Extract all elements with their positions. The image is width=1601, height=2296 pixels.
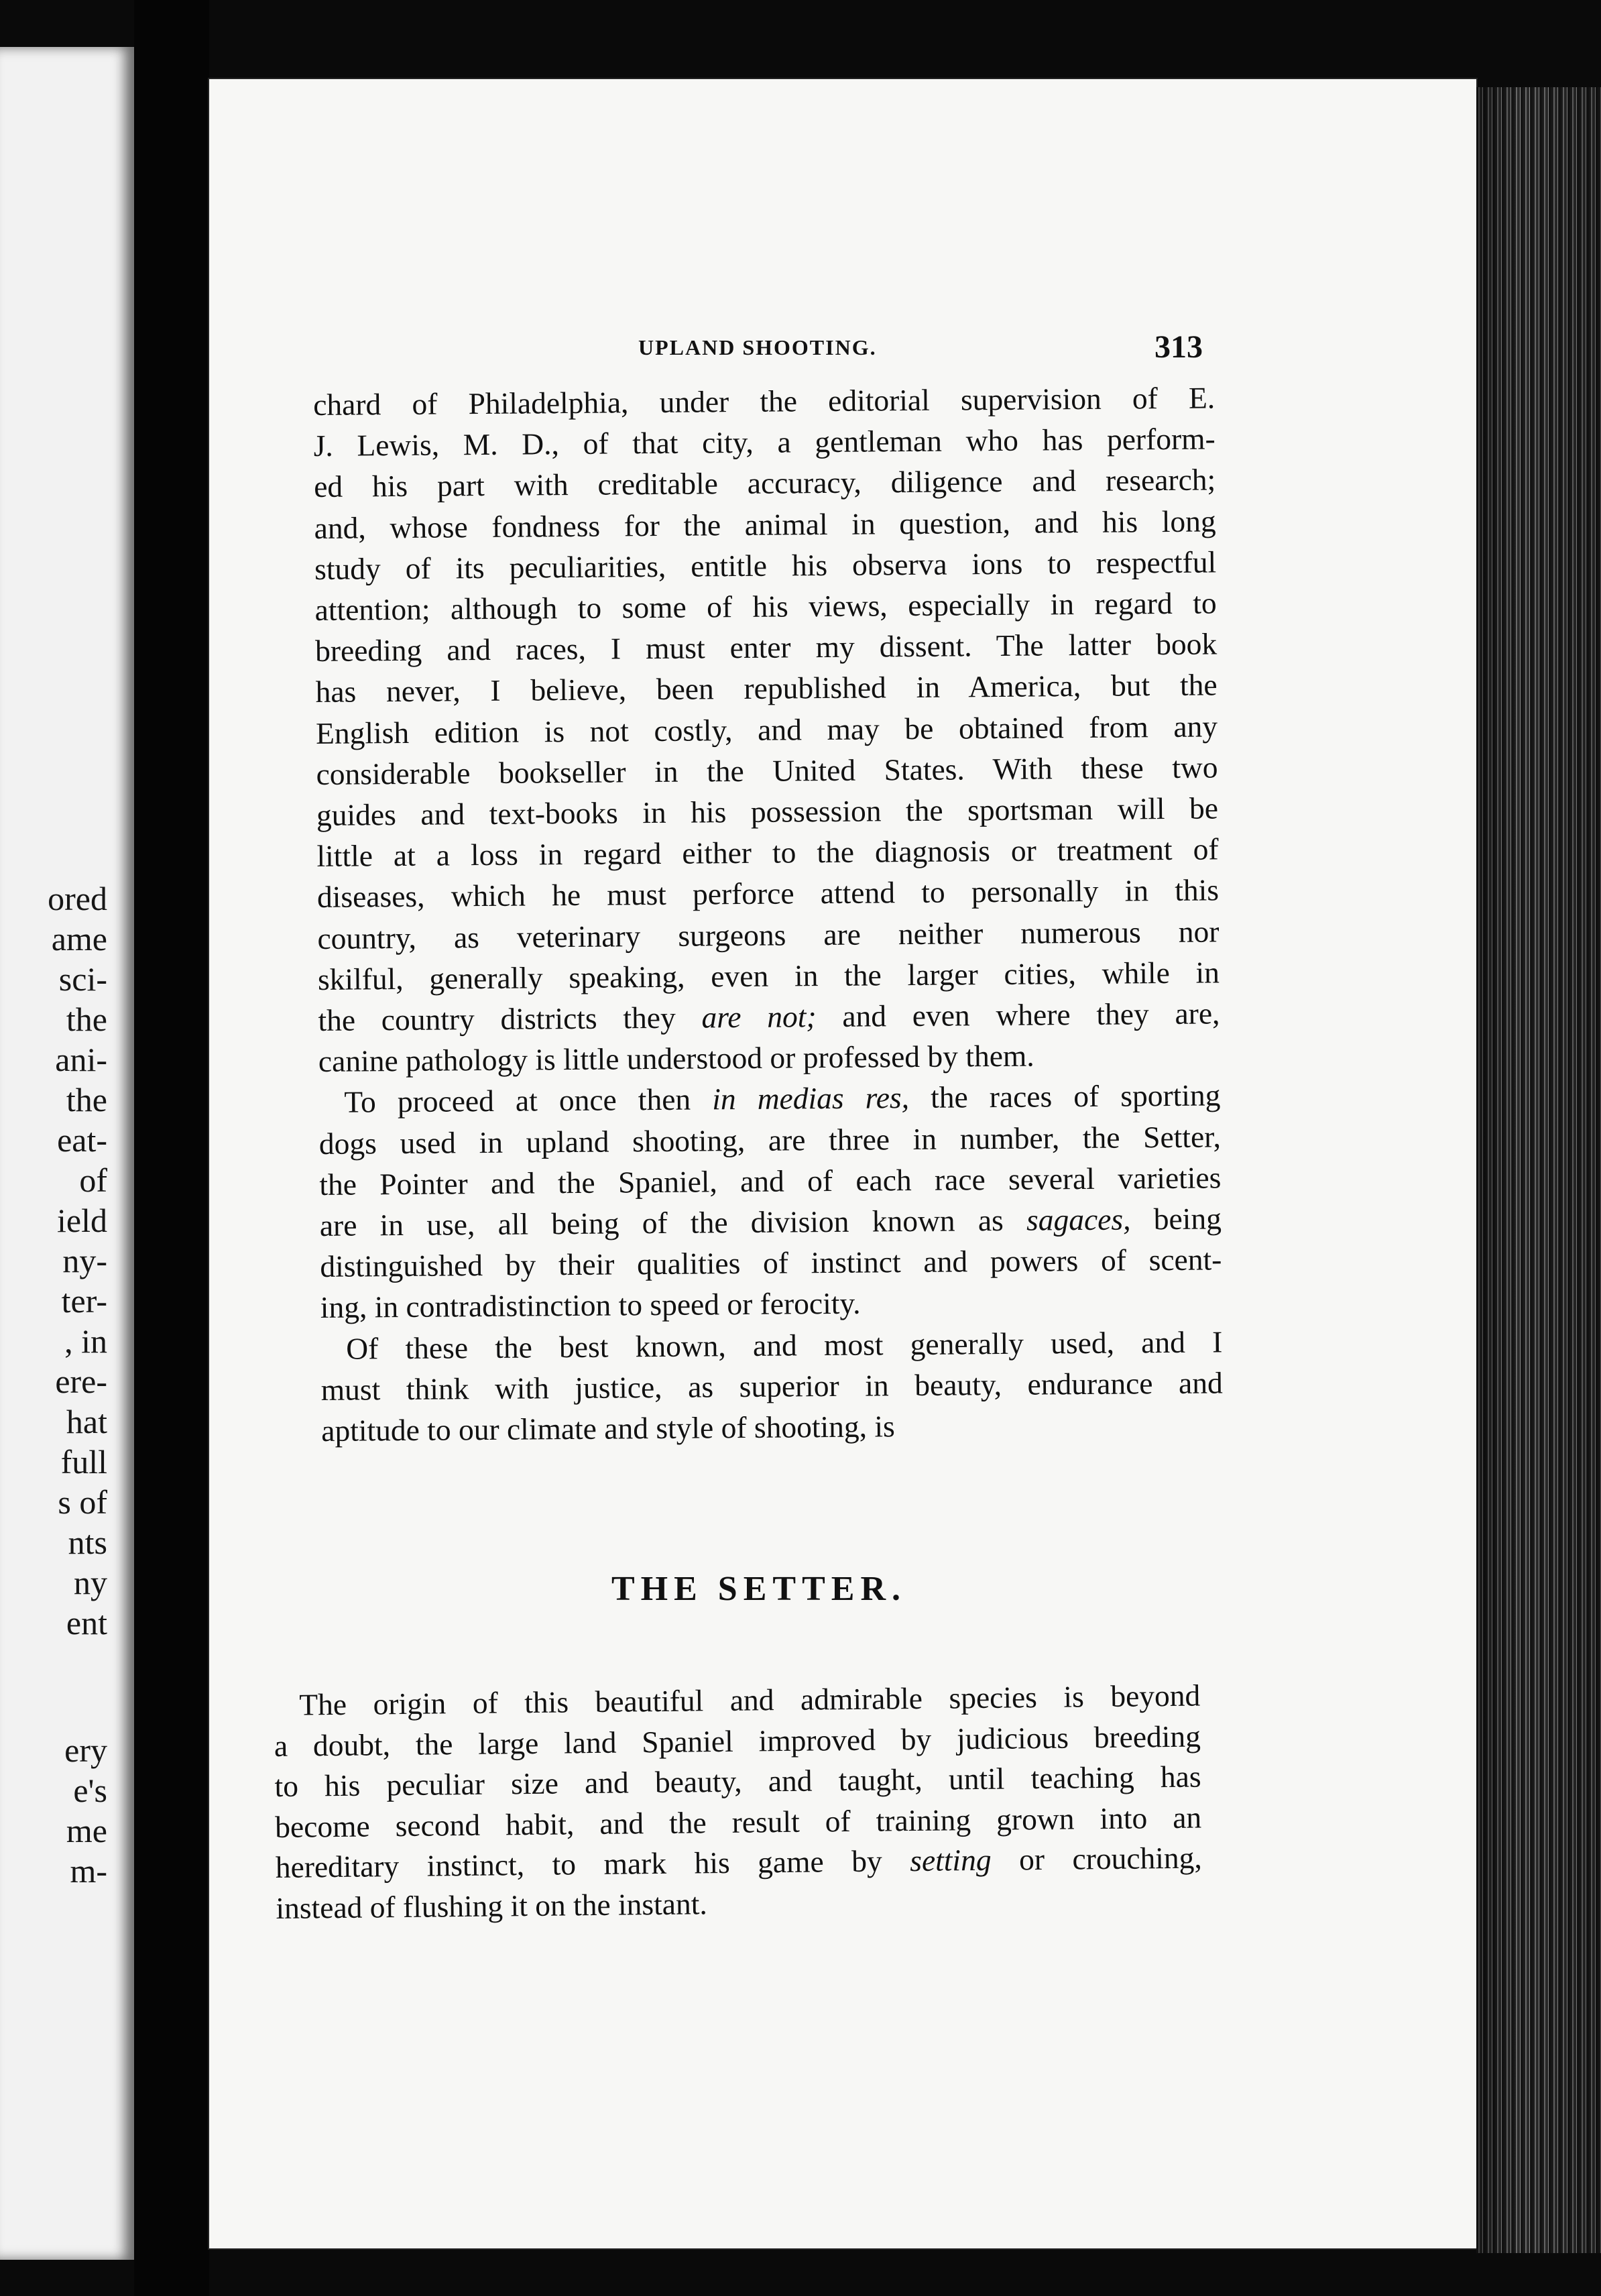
facing-page-word: ield [57, 1202, 107, 1239]
facing-page-word: ery [64, 1731, 107, 1769]
text-line: and, whose fondness for the animal in question, and his long [314, 504, 1216, 545]
facing-page-word: full [60, 1443, 107, 1481]
text-line: distinguished by their qualities of instinct and powers of scent- [320, 1242, 1222, 1284]
italic-text: are not; [701, 999, 817, 1035]
text-line: diseases, which he must perforce attend to personally in this [316, 872, 1220, 915]
text-span: the races of sporting [908, 1078, 1221, 1115]
text-span: are in use, all being of the division known as [319, 1202, 1027, 1243]
text-line: little at a loss in regard either to the diagnosis or treatment of [316, 831, 1219, 874]
page-number: 313 [1154, 329, 1203, 365]
text-line: dogs used in upland shooting, are three in number, the Setter, [318, 1119, 1222, 1161]
text-line [318, 992, 1220, 1041]
text-line [320, 1198, 1222, 1246]
facing-page-word: sci- [58, 960, 107, 998]
facing-page-word: nts [68, 1524, 107, 1561]
text-line: breeding and races, I must enter my dissent. The latter book [314, 626, 1218, 669]
facing-page-word: ame [51, 920, 107, 958]
text-span: being [1130, 1201, 1222, 1237]
text-line: instead of flushing it on the instant. [276, 1886, 707, 1925]
facing-page-word: , in [64, 1322, 107, 1360]
text-line: become second habit, and the result of training grown into an [274, 1800, 1202, 1844]
text-span: hereditary instinct, to mark his game by [275, 1843, 910, 1884]
text-line: considerable bookseller in the United States. With these two [316, 750, 1218, 791]
italic-text: in medias res, [712, 1080, 910, 1116]
facing-page-word: ny [74, 1564, 107, 1601]
running-title: UPLAND SHOOTING. [638, 335, 877, 359]
text-line: English edition is not costly, and may be obtained from any [315, 709, 1218, 750]
text-line: J. Lewis, M. D., of that city, a gentleman who has perform- [313, 421, 1215, 463]
text-span: the country districts they [318, 1000, 702, 1038]
text-line: ing, in contradistinction to speed or ferocity. [320, 1286, 861, 1325]
text-line: study of its peculiarities, entitle his observa ions to respectful [314, 544, 1217, 586]
text-line: The origin of this beautiful and admirable species is beyond [299, 1678, 1201, 1722]
facing-page-word: e's [73, 1772, 107, 1809]
text-line: Of these the best known, and most generally used, and I [346, 1324, 1223, 1366]
text-span: To proceed at once then [344, 1082, 713, 1120]
text-line: chard of Philadelphia, under the editorial supervision of E. [313, 380, 1215, 422]
text-line: the Pointer and the Spaniel, and of each race several varieties [319, 1160, 1222, 1202]
italic-text: setting [909, 1842, 992, 1878]
facing-page-word: eat- [57, 1121, 107, 1159]
text-line: guides and text-books in his possession the sportsman will be [316, 791, 1219, 833]
text-line: attention; although to some of his views, especially in regard to [314, 585, 1217, 628]
text-line: skilful, generally speaking, even in the larger cities, while in [317, 955, 1220, 996]
facing-page-word: ored [48, 880, 107, 917]
text-line: aptitude to our climate and style of shooting, is [321, 1409, 895, 1448]
continued-text [313, 377, 1223, 1451]
facing-page-word: ny- [62, 1242, 107, 1279]
text-line: canine pathology is little understood or professed by them. [318, 1038, 1034, 1079]
text-line: to his peculiar size and beauty, and taught, until teaching has [274, 1759, 1201, 1803]
facing-page-word: hat [66, 1403, 107, 1440]
text-line [318, 1075, 1220, 1123]
facing-page-fragment [0, 47, 134, 2260]
facing-page-word: ent [66, 1604, 107, 1642]
book-gutter [134, 0, 209, 2296]
facing-page-word: the [66, 1000, 107, 1038]
section-text [274, 1676, 1203, 1929]
text-line: a doubt, the large land Spaniel improved by judicious breeding [274, 1719, 1201, 1763]
text-line: has never, I believe, been republished in America, but the [315, 667, 1218, 709]
facing-page-word: ter- [61, 1282, 107, 1320]
facing-page-word: me [66, 1812, 107, 1849]
italic-text: sagaces, [1026, 1202, 1131, 1237]
text-span: and even where they are, [816, 996, 1220, 1034]
facing-page-word: of [79, 1161, 107, 1199]
facing-page-word: m- [70, 1852, 107, 1890]
text-line: ed his part with creditable accuracy, diligence and research; [314, 462, 1216, 504]
facing-page-word: s of [58, 1483, 107, 1521]
facing-page-word: ere- [55, 1363, 107, 1400]
text-line: country, as veterinary surgeons are neither numerous nor [317, 914, 1220, 956]
facing-page-word: the [66, 1081, 107, 1118]
facing-page-word: ani- [55, 1041, 107, 1078]
text-span: or crouching, [991, 1840, 1203, 1877]
running-header [209, 329, 1476, 376]
page-edges-shade [1476, 87, 1601, 2253]
text-line: must think with justice, as superior in beauty, endurance and [320, 1365, 1223, 1407]
book-page [209, 79, 1476, 2248]
section-heading: THE SETTER. [611, 1570, 907, 1608]
